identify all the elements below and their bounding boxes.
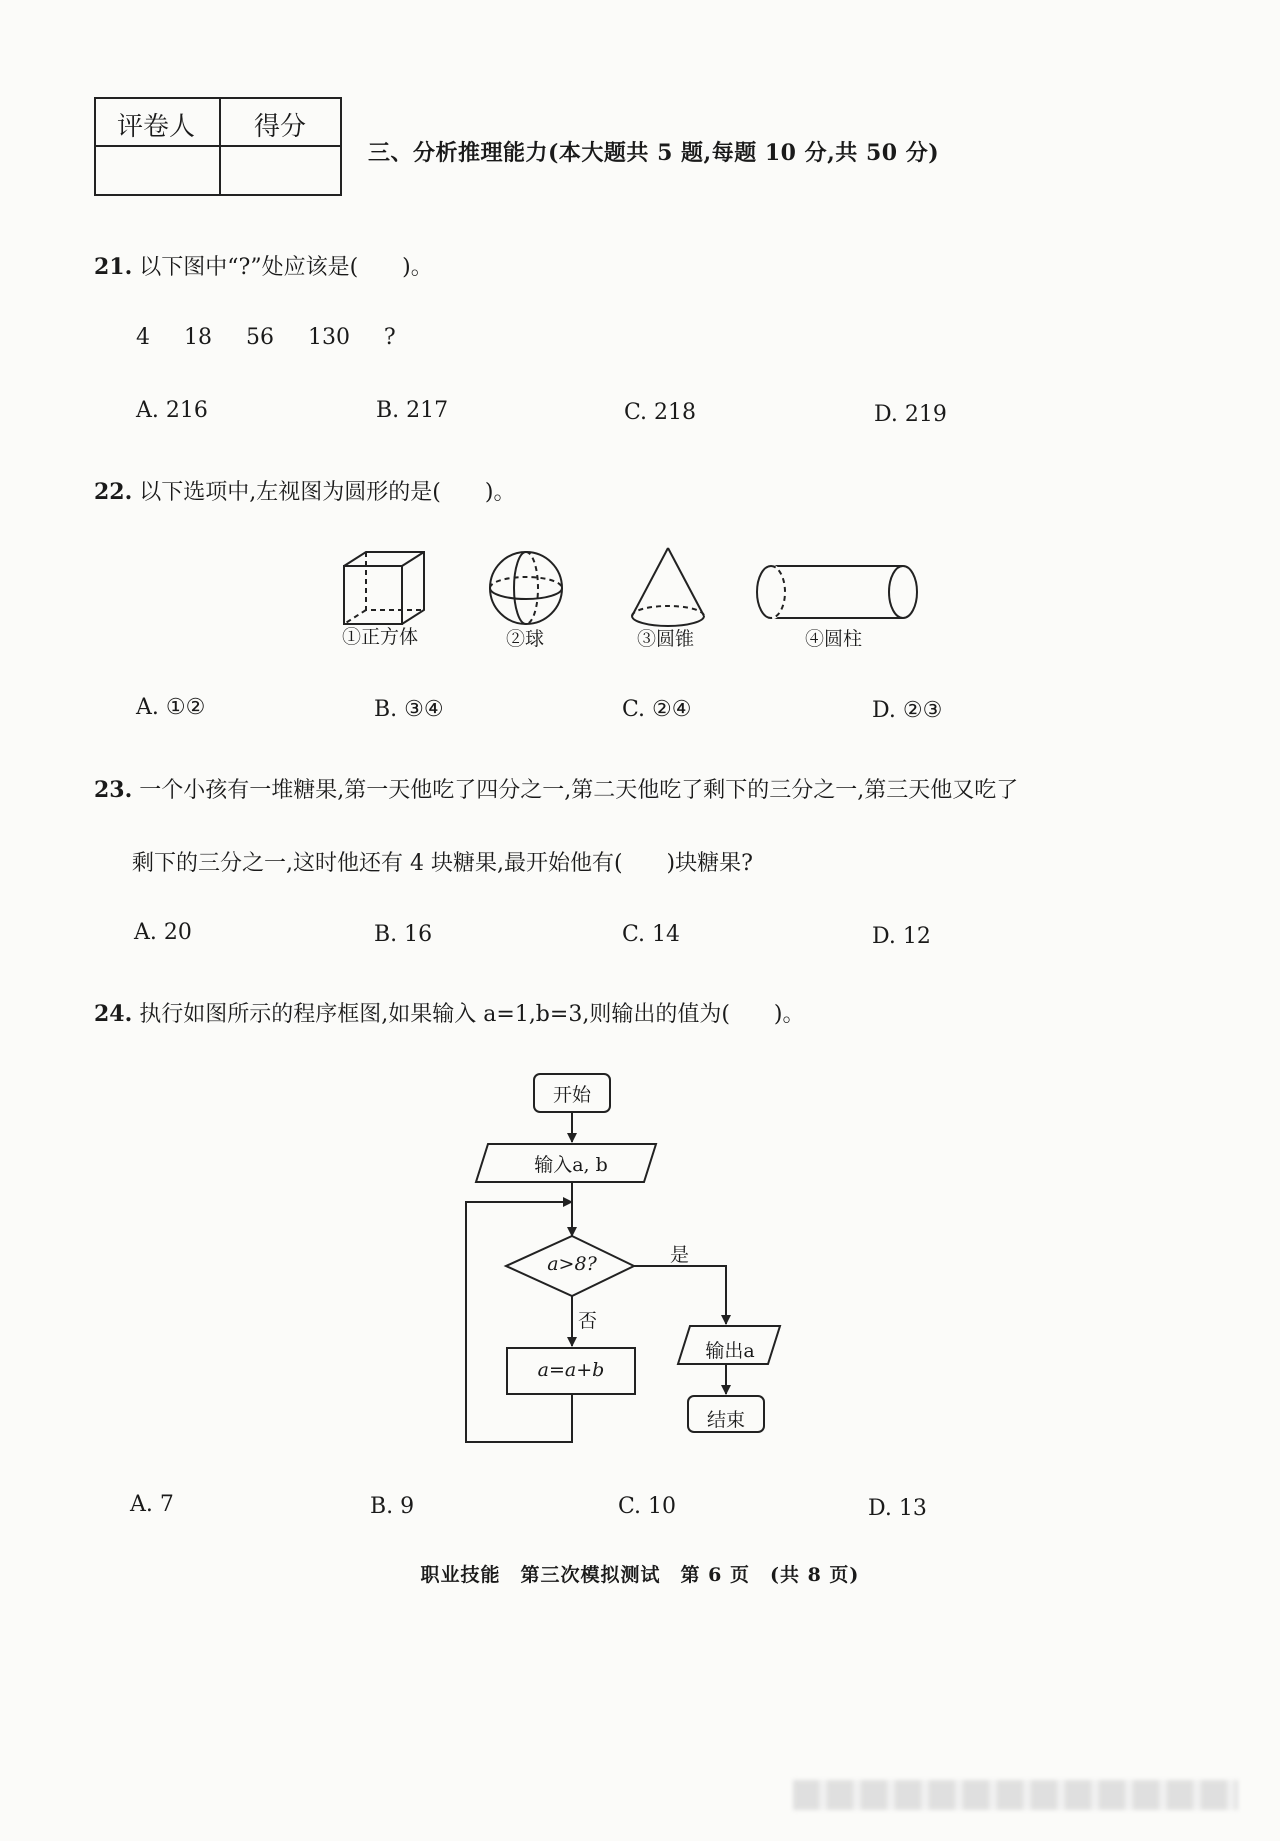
watermark (793, 1780, 1238, 1810)
option-a[interactable]: A. 216 (136, 398, 208, 423)
caption-cone: ③圆锥 (637, 628, 695, 650)
flow-output-label: 输出a (705, 1340, 755, 1362)
question-text: 执行如图所示的程序框图,如果输入 a=1,b=3,则输出的值为( )。 (139, 1002, 805, 1027)
score-header: 得分 (253, 112, 306, 142)
grader-table (94, 97, 342, 196)
question-number: 21. (94, 254, 133, 280)
option-a[interactable]: A. 20 (134, 920, 192, 945)
sphere-figure (490, 552, 562, 624)
flow-end-label: 结束 (706, 1409, 745, 1431)
section-title: 三、分析推理能力(本大题共 5 题,每题 10 分,共 50 分) (368, 140, 940, 166)
cone-figure (632, 548, 704, 626)
flowchart (450, 1060, 810, 1460)
question-22 (94, 475, 515, 506)
table-divider (96, 145, 340, 147)
option-b[interactable]: B. 9 (370, 1494, 415, 1519)
caption-cube: ①正方体 (342, 626, 419, 648)
flow-input-label: 输入a, b (534, 1154, 608, 1176)
caption-cylinder: ④圆柱 (805, 628, 863, 650)
question-number: 23. (94, 777, 133, 803)
option-a[interactable]: A. ①② (136, 695, 206, 720)
flow-yes-label: 是 (670, 1244, 690, 1266)
option-d[interactable]: D. 13 (868, 1496, 927, 1521)
option-c[interactable]: C. ②④ (622, 697, 692, 722)
option-c[interactable]: C. 14 (622, 922, 681, 947)
question-text-continued: 剩下的三分之一,这时他还有 4 块糖果,最开始他有( )块糖果? (132, 851, 753, 876)
cube-figure (344, 552, 424, 624)
question-23 (94, 773, 1018, 804)
question-number: 22. (94, 479, 133, 505)
option-d[interactable]: D. 12 (872, 924, 931, 949)
option-b[interactable]: B. 217 (376, 398, 449, 423)
option-b[interactable]: B. 16 (374, 922, 433, 947)
option-d[interactable]: D. ②③ (872, 698, 943, 723)
caption-sphere: ②球 (506, 628, 545, 650)
question-text: 以下图中“?”处应该是( )。 (139, 255, 433, 280)
option-c[interactable]: C. 218 (624, 400, 697, 425)
option-b[interactable]: B. ③④ (374, 697, 444, 722)
question-21 (94, 250, 433, 281)
grader-header: 评卷人 (116, 112, 195, 142)
flow-condition-label: a>8? (547, 1253, 597, 1275)
flow-no-label: 否 (578, 1310, 598, 1332)
option-c[interactable]: C. 10 (618, 1494, 677, 1519)
question-24 (94, 997, 804, 1028)
question-number: 24. (94, 1001, 133, 1027)
option-d[interactable]: D. 219 (874, 402, 947, 427)
flow-start-label: 开始 (552, 1084, 591, 1106)
option-a[interactable]: A. 7 (130, 1492, 174, 1517)
question-text: 以下选项中,左视图为圆形的是( )。 (139, 480, 516, 505)
question-text: 一个小孩有一堆糖果,第一天他吃了四分之一,第二天他吃了剩下的三分之一,第三天他又吃了 (139, 778, 1019, 803)
flow-process-label: a=a+b (537, 1359, 605, 1381)
cylinder-figure (757, 566, 917, 618)
page-footer: 职业技能 第三次模拟测试 第 6 页 (共 8 页) (420, 1564, 860, 1586)
number-sequence: 4 18 56 130 ? (136, 325, 396, 350)
